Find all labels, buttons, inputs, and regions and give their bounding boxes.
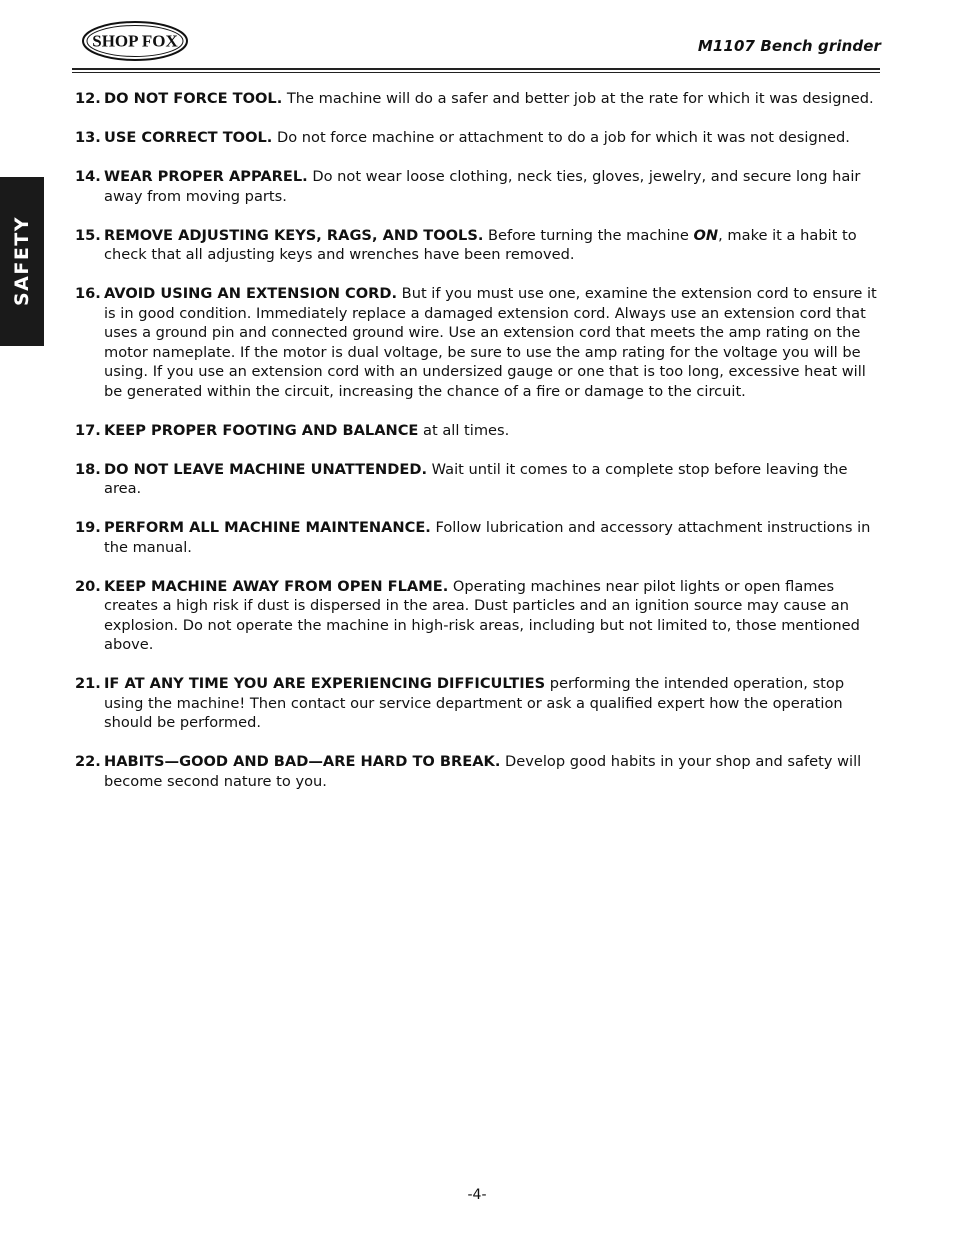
rule-heading: KEEP PROPER FOOTING AND BALANCE (104, 421, 419, 439)
rule-text: Do not wear loose clothing, neck ties, gloves, jewelry, and secure long hair away from moving parts. (104, 168, 861, 205)
header-rule (72, 68, 880, 70)
rule-number: 16. (75, 285, 101, 302)
rule-heading: REMOVE ADJUSTING KEYS, RAGS, AND TOOLS. (104, 226, 484, 244)
rule-text: Operating machines near pilot lights or open flames creates a high risk if dust is dispersed in the area. Dust particles and an ignition source may cause an explosion. Do not operate the machine in high-risk areas, including but not limited to, those mentioned above. (104, 577, 860, 653)
rule-text: Wait until it comes to a complete stop before leaving the area. (104, 460, 848, 497)
rule-heading: USE CORRECT TOOL. (104, 129, 273, 146)
rule-text: Before turning the machine (483, 226, 694, 244)
rule-item (75, 518, 885, 557)
rule-heading: IF AT ANY TIME YOU ARE EXPERIENCING DIFFICULTIES (104, 675, 546, 692)
rule-item (75, 577, 885, 655)
rule-text: Follow lubrication and accessory attachment instructions in the manual. (104, 519, 871, 556)
rule-item (75, 226, 885, 265)
rule-text: The machine will do a safer and better job at the rate for which it was designed. (282, 90, 874, 107)
rule-item (75, 89, 885, 109)
rule-number: 18. (75, 460, 101, 478)
rule-number: 20. (75, 577, 101, 595)
rule-heading: WEAR PROPER APPAREL. (104, 168, 308, 185)
rule-item (75, 674, 885, 733)
rule-item (75, 167, 885, 206)
rule-number: 13. (75, 129, 101, 146)
rule-number: 19. (75, 519, 101, 536)
logo-wordmark: SHOP FOX (92, 31, 178, 51)
rule-number: 12. (75, 90, 101, 107)
rule-item (75, 421, 885, 441)
rule-emphasis: ON (693, 226, 719, 244)
rule-item (75, 284, 885, 401)
header-rule-thin (72, 72, 880, 73)
rule-number: 22. (75, 753, 101, 770)
page-number: -4- (467, 1187, 487, 1203)
rule-heading: DO NOT LEAVE MACHINE UNATTENDED. (104, 460, 427, 478)
rule-text: , make it a habit to check that all adjusting keys and wrenches have been removed. (104, 226, 857, 263)
rule-heading: PERFORM ALL MACHINE MAINTENANCE. (104, 519, 431, 536)
shop-fox-logo (80, 19, 190, 63)
rule-text: at all times. (418, 421, 510, 439)
section-tab-label: SAFETY (11, 215, 33, 307)
section-tab (0, 177, 44, 346)
safety-rules-list (75, 89, 885, 811)
rule-item (75, 460, 885, 499)
document-title: M1107 Bench grinder (697, 37, 881, 55)
rule-heading: AVOID USING AN EXTENSION CORD. (104, 285, 398, 302)
rule-item (75, 752, 885, 791)
rule-number: 15. (75, 226, 101, 244)
rule-number: 14. (75, 168, 101, 185)
rule-heading: HABITS—GOOD AND BAD—ARE HARD TO BREAK. (104, 753, 501, 770)
rule-item (75, 128, 885, 148)
rule-heading: KEEP MACHINE AWAY FROM OPEN FLAME. (104, 577, 449, 595)
rule-text: Do not force machine or attachment to do a job for which it was not designed. (272, 129, 850, 146)
rule-text: performing the intended operation, stop using the machine! Then contact our service department or ask a qualified expert how the operation should be performed. (104, 675, 845, 731)
rule-text: Develop good habits in your shop and safety will become second nature to you. (104, 753, 862, 790)
rule-number: 17. (75, 421, 101, 439)
rule-number: 21. (75, 675, 101, 692)
rule-text: But if you must use one, examine the extension cord to ensure it is in good condition. Immediately replace a damaged extension cord. Always use an extension cord that uses a ground pin and connected ground wire. Use an extension cord that meets the amp rating on the motor nameplate. If the motor is dual voltage, be sure to use the amp rating for the voltage you will be using. If you use an extension cord with an undersized gauge or one that is too long, excessive heat will be generated within the circuit, increasing the chance of a fire or damage to the circuit. (104, 285, 877, 400)
rule-heading: DO NOT FORCE TOOL. (104, 90, 283, 107)
